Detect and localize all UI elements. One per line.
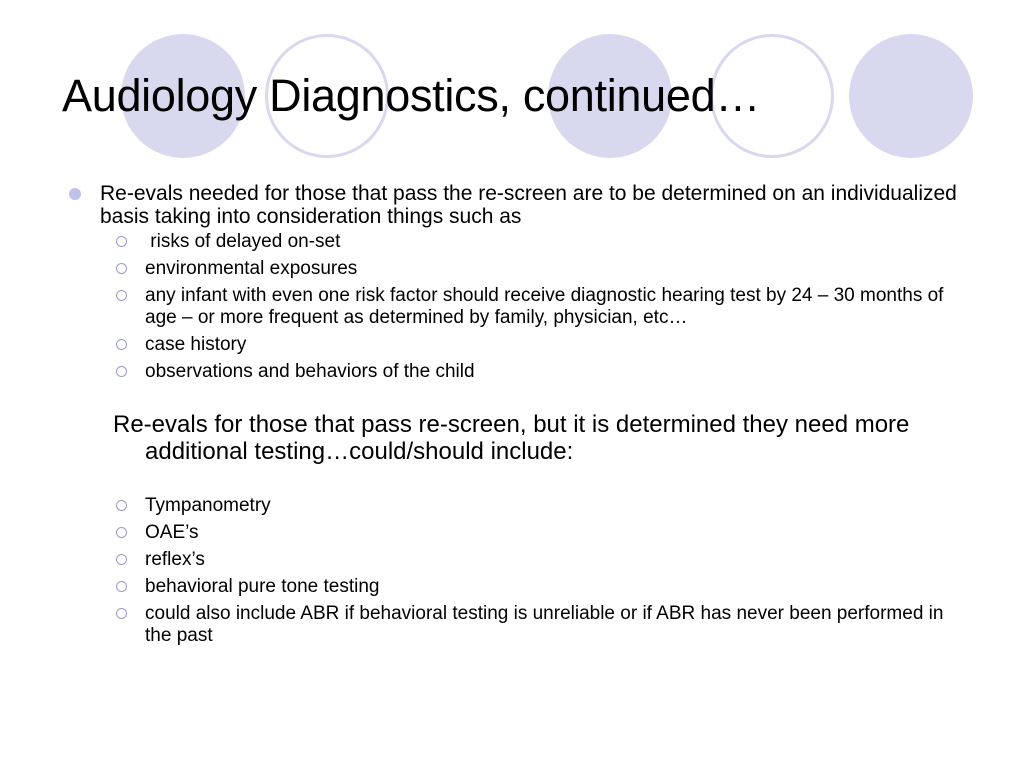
list-item-text: Tympanometry — [145, 495, 271, 516]
list-item — [145, 522, 960, 544]
list-item-text: reflex’s — [145, 549, 205, 570]
main-bullet-text: Re-evals needed for those that pass the re-screen are to be determined on an individualized basis taking into consideration things such as — [100, 182, 957, 228]
slide-title: Audiology Diagnostics, continued… — [62, 70, 761, 121]
list-item — [145, 495, 960, 517]
ring-bullet-icon — [116, 339, 127, 350]
decorative-circle-filled — [849, 34, 973, 158]
list-item-text: environmental exposures — [145, 258, 358, 279]
consideration-list — [0, 231, 1024, 383]
ring-bullet-icon — [116, 366, 127, 377]
list-item — [145, 549, 960, 571]
list-item-text: case history — [145, 334, 247, 355]
test-list — [0, 495, 1024, 647]
bullet-dot-icon — [69, 188, 81, 200]
list-item-text: observations and behaviors of the child — [145, 361, 475, 382]
list-item-text: OAE’s — [145, 522, 199, 543]
list-item-text: behavioral pure tone testing — [145, 576, 380, 597]
list-item-text: could also include ABR if behavioral testing is unreliable or if ABR has never been performed in the past — [145, 603, 944, 646]
ring-bullet-icon — [116, 263, 127, 274]
main-bullet — [100, 182, 960, 228]
list-item — [145, 285, 960, 329]
ring-bullet-icon — [116, 581, 127, 592]
list-item — [145, 334, 960, 356]
additional-testing-paragraph: Re-evals for those that pass re-screen, but it is determined they need more additional testing…could/should include: — [113, 411, 910, 465]
list-item — [145, 258, 960, 280]
list-item — [145, 231, 960, 253]
ring-bullet-icon — [116, 527, 127, 538]
list-item-text: risks of delayed on-set — [145, 231, 341, 252]
ring-bullet-icon — [116, 554, 127, 565]
list-item-text: any infant with even one risk factor should receive diagnostic hearing test by 24 – 30 months of age – or more frequent as determined by family, physician, etc… — [145, 285, 944, 328]
list-item — [145, 576, 960, 598]
slide-body — [0, 182, 1024, 652]
ring-bullet-icon — [116, 236, 127, 247]
ring-bullet-icon — [116, 608, 127, 619]
ring-bullet-icon — [116, 500, 127, 511]
ring-bullet-icon — [116, 290, 127, 301]
list-item — [145, 361, 960, 383]
list-item — [145, 603, 960, 647]
